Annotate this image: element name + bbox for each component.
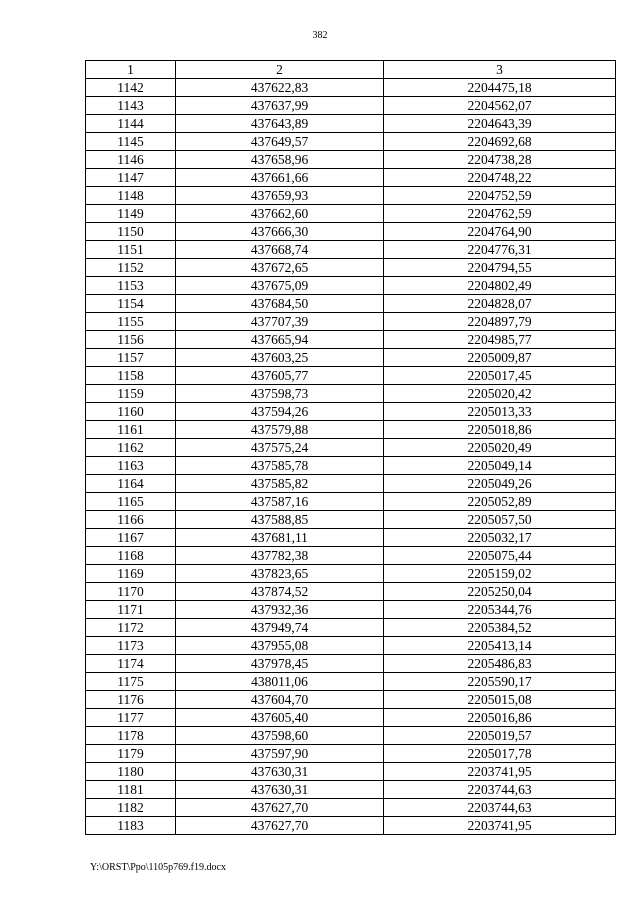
cell-x-coordinate: 437598,73 (176, 385, 384, 403)
table-row (86, 169, 616, 187)
cell-point-number: 1162 (86, 439, 176, 457)
cell-point-number: 1176 (86, 691, 176, 709)
cell-x-coordinate: 437658,96 (176, 151, 384, 169)
cell-y-coordinate: 2205018,86 (384, 421, 616, 439)
cell-y-coordinate: 2203741,95 (384, 763, 616, 781)
cell-x-coordinate: 437874,52 (176, 583, 384, 601)
page-number: 382 (312, 30, 328, 41)
table-row (86, 439, 616, 457)
cell-point-number: 1158 (86, 367, 176, 385)
cell-x-coordinate: 437681,11 (176, 529, 384, 547)
table-body (86, 79, 616, 835)
table-row (86, 655, 616, 673)
table-row (86, 583, 616, 601)
cell-point-number: 1154 (86, 295, 176, 313)
cell-y-coordinate: 2205049,14 (384, 457, 616, 475)
cell-x-coordinate: 437649,57 (176, 133, 384, 151)
cell-point-number: 1150 (86, 223, 176, 241)
cell-point-number: 1168 (86, 547, 176, 565)
cell-point-number: 1181 (86, 781, 176, 799)
column-header-number: 1 (86, 61, 176, 79)
table-row (86, 709, 616, 727)
table-row (86, 817, 616, 835)
cell-x-coordinate: 437627,70 (176, 799, 384, 817)
cell-point-number: 1143 (86, 97, 176, 115)
cell-x-coordinate: 437978,45 (176, 655, 384, 673)
cell-x-coordinate: 437823,65 (176, 565, 384, 583)
cell-x-coordinate: 437585,82 (176, 475, 384, 493)
cell-y-coordinate: 2205015,08 (384, 691, 616, 709)
cell-x-coordinate: 437588,85 (176, 511, 384, 529)
cell-point-number: 1165 (86, 493, 176, 511)
cell-x-coordinate: 437627,70 (176, 817, 384, 835)
cell-x-coordinate: 437668,74 (176, 241, 384, 259)
footer-file-path: Y:\ORST\Ppo\1105p769.f19.docx (90, 862, 226, 873)
cell-y-coordinate: 2204764,90 (384, 223, 616, 241)
cell-y-coordinate: 2205344,76 (384, 601, 616, 619)
column-header-x: 2 (176, 61, 384, 79)
cell-x-coordinate: 437665,94 (176, 331, 384, 349)
cell-point-number: 1183 (86, 817, 176, 835)
cell-y-coordinate: 2204985,77 (384, 331, 616, 349)
cell-x-coordinate: 437661,66 (176, 169, 384, 187)
cell-y-coordinate: 2204762,59 (384, 205, 616, 223)
cell-y-coordinate: 2205032,17 (384, 529, 616, 547)
table-row (86, 133, 616, 151)
column-header-y: 3 (384, 61, 616, 79)
cell-x-coordinate: 437782,38 (176, 547, 384, 565)
cell-point-number: 1161 (86, 421, 176, 439)
cell-y-coordinate: 2204692,68 (384, 133, 616, 151)
cell-y-coordinate: 2205016,86 (384, 709, 616, 727)
cell-point-number: 1148 (86, 187, 176, 205)
cell-y-coordinate: 2204562,07 (384, 97, 616, 115)
cell-x-coordinate: 437585,78 (176, 457, 384, 475)
cell-y-coordinate: 2205159,02 (384, 565, 616, 583)
cell-point-number: 1146 (86, 151, 176, 169)
table-row (86, 673, 616, 691)
table-row (86, 79, 616, 97)
cell-point-number: 1142 (86, 79, 176, 97)
table-row (86, 349, 616, 367)
table-row (86, 367, 616, 385)
cell-point-number: 1166 (86, 511, 176, 529)
cell-point-number: 1172 (86, 619, 176, 637)
table-row (86, 205, 616, 223)
cell-y-coordinate: 2203744,63 (384, 781, 616, 799)
cell-x-coordinate: 437604,70 (176, 691, 384, 709)
cell-point-number: 1167 (86, 529, 176, 547)
table-row (86, 781, 616, 799)
cell-x-coordinate: 437643,89 (176, 115, 384, 133)
cell-point-number: 1153 (86, 277, 176, 295)
table-row (86, 241, 616, 259)
cell-x-coordinate: 437605,40 (176, 709, 384, 727)
table-row (86, 223, 616, 241)
cell-x-coordinate: 437603,25 (176, 349, 384, 367)
table-row (86, 565, 616, 583)
cell-x-coordinate: 437598,60 (176, 727, 384, 745)
cell-point-number: 1155 (86, 313, 176, 331)
cell-y-coordinate: 2203741,95 (384, 817, 616, 835)
cell-y-coordinate: 2205384,52 (384, 619, 616, 637)
cell-point-number: 1147 (86, 169, 176, 187)
cell-y-coordinate: 2205413,14 (384, 637, 616, 655)
table-row (86, 313, 616, 331)
cell-y-coordinate: 2205075,44 (384, 547, 616, 565)
cell-point-number: 1159 (86, 385, 176, 403)
cell-x-coordinate: 437659,93 (176, 187, 384, 205)
cell-y-coordinate: 2204828,07 (384, 295, 616, 313)
cell-x-coordinate: 437579,88 (176, 421, 384, 439)
table-row (86, 259, 616, 277)
table-row (86, 331, 616, 349)
cell-point-number: 1178 (86, 727, 176, 745)
cell-x-coordinate: 437662,60 (176, 205, 384, 223)
cell-y-coordinate: 2205052,89 (384, 493, 616, 511)
table-row (86, 493, 616, 511)
table-row (86, 187, 616, 205)
cell-point-number: 1169 (86, 565, 176, 583)
table-row (86, 745, 616, 763)
cell-point-number: 1182 (86, 799, 176, 817)
cell-x-coordinate: 437587,16 (176, 493, 384, 511)
cell-y-coordinate: 2204897,79 (384, 313, 616, 331)
table-row (86, 295, 616, 313)
cell-y-coordinate: 2205250,04 (384, 583, 616, 601)
cell-point-number: 1177 (86, 709, 176, 727)
table-row (86, 691, 616, 709)
cell-point-number: 1179 (86, 745, 176, 763)
table-row (86, 637, 616, 655)
table-row (86, 475, 616, 493)
cell-x-coordinate: 437637,99 (176, 97, 384, 115)
coordinates-table (85, 60, 616, 835)
table-row (86, 385, 616, 403)
cell-x-coordinate: 437597,90 (176, 745, 384, 763)
cell-x-coordinate: 437955,08 (176, 637, 384, 655)
cell-point-number: 1144 (86, 115, 176, 133)
cell-point-number: 1180 (86, 763, 176, 781)
cell-y-coordinate: 2204802,49 (384, 277, 616, 295)
cell-point-number: 1152 (86, 259, 176, 277)
cell-point-number: 1156 (86, 331, 176, 349)
cell-x-coordinate: 438011,06 (176, 673, 384, 691)
cell-x-coordinate: 437932,36 (176, 601, 384, 619)
cell-point-number: 1170 (86, 583, 176, 601)
cell-x-coordinate: 437575,24 (176, 439, 384, 457)
cell-x-coordinate: 437594,26 (176, 403, 384, 421)
table-row (86, 763, 616, 781)
table-row (86, 277, 616, 295)
cell-y-coordinate: 2205590,17 (384, 673, 616, 691)
cell-point-number: 1171 (86, 601, 176, 619)
cell-y-coordinate: 2205020,42 (384, 385, 616, 403)
table-row (86, 97, 616, 115)
cell-x-coordinate: 437622,83 (176, 79, 384, 97)
table-row (86, 457, 616, 475)
cell-y-coordinate: 2205057,50 (384, 511, 616, 529)
cell-y-coordinate: 2204752,59 (384, 187, 616, 205)
cell-point-number: 1149 (86, 205, 176, 223)
cell-y-coordinate: 2205019,57 (384, 727, 616, 745)
cell-y-coordinate: 2204475,18 (384, 79, 616, 97)
cell-point-number: 1145 (86, 133, 176, 151)
cell-point-number: 1160 (86, 403, 176, 421)
cell-y-coordinate: 2204794,55 (384, 259, 616, 277)
cell-y-coordinate: 2205013,33 (384, 403, 616, 421)
cell-x-coordinate: 437630,31 (176, 763, 384, 781)
cell-point-number: 1163 (86, 457, 176, 475)
cell-y-coordinate: 2205486,83 (384, 655, 616, 673)
table-row (86, 547, 616, 565)
cell-point-number: 1175 (86, 673, 176, 691)
cell-x-coordinate: 437675,09 (176, 277, 384, 295)
cell-point-number: 1174 (86, 655, 176, 673)
cell-x-coordinate: 437707,39 (176, 313, 384, 331)
cell-y-coordinate: 2205009,87 (384, 349, 616, 367)
cell-y-coordinate: 2204643,39 (384, 115, 616, 133)
cell-y-coordinate: 2205020,49 (384, 439, 616, 457)
cell-y-coordinate: 2204748,22 (384, 169, 616, 187)
cell-y-coordinate: 2205049,26 (384, 475, 616, 493)
cell-y-coordinate: 2204776,31 (384, 241, 616, 259)
cell-point-number: 1151 (86, 241, 176, 259)
cell-x-coordinate: 437630,31 (176, 781, 384, 799)
cell-point-number: 1173 (86, 637, 176, 655)
cell-x-coordinate: 437949,74 (176, 619, 384, 637)
table-row (86, 727, 616, 745)
table-row (86, 799, 616, 817)
cell-x-coordinate: 437672,65 (176, 259, 384, 277)
cell-y-coordinate: 2204738,28 (384, 151, 616, 169)
cell-y-coordinate: 2205017,45 (384, 367, 616, 385)
cell-y-coordinate: 2205017,78 (384, 745, 616, 763)
table-row (86, 619, 616, 637)
cell-point-number: 1164 (86, 475, 176, 493)
table-row (86, 403, 616, 421)
table-row (86, 421, 616, 439)
cell-x-coordinate: 437684,50 (176, 295, 384, 313)
table-row (86, 601, 616, 619)
table-row (86, 115, 616, 133)
cell-x-coordinate: 437605,77 (176, 367, 384, 385)
table-row (86, 151, 616, 169)
cell-x-coordinate: 437666,30 (176, 223, 384, 241)
cell-y-coordinate: 2203744,63 (384, 799, 616, 817)
table-header-row (86, 61, 616, 79)
table-row (86, 529, 616, 547)
cell-point-number: 1157 (86, 349, 176, 367)
table-row (86, 511, 616, 529)
